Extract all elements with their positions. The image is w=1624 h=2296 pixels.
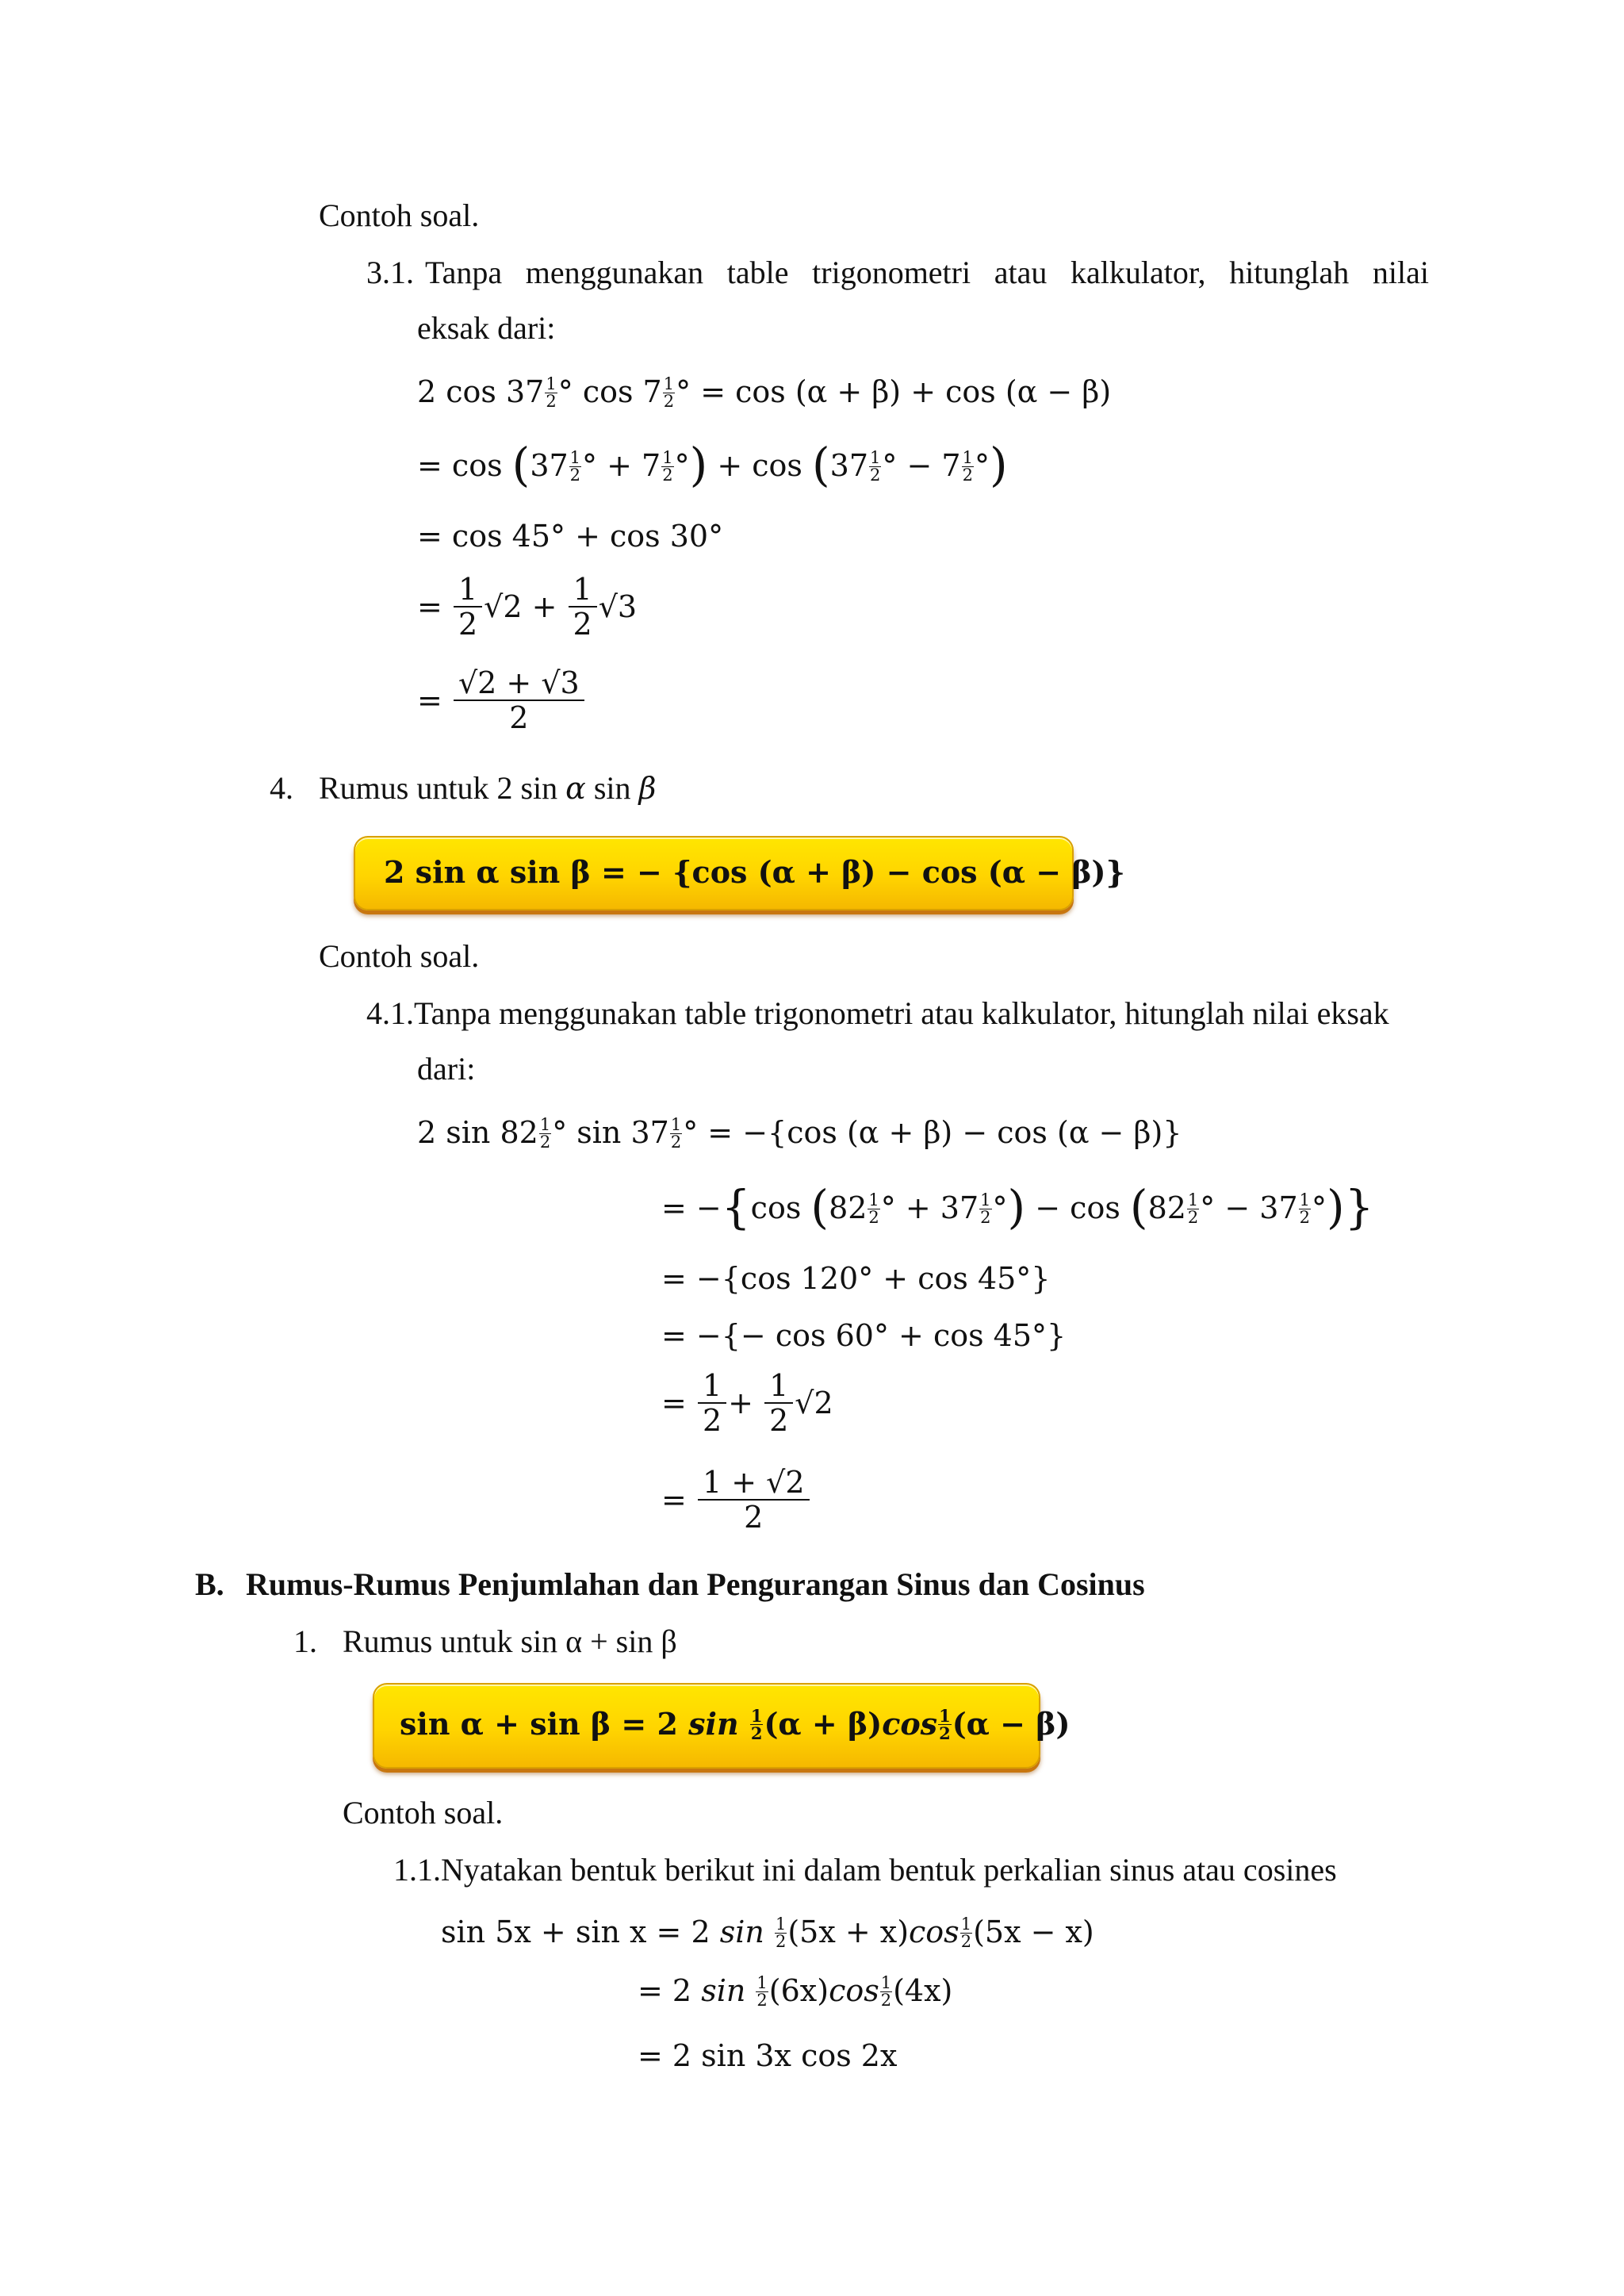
word: table (726, 255, 789, 290)
example-3-1-question-line2: eksak dari: (417, 310, 556, 346)
word: menggunakan (525, 255, 704, 290)
example-3-1-equation-1: 2 cos 37 $\frac{1}{2}$ ° cos 7 $\frac{1}{2}$ ° = cos (α + β) + cos (α − β) (417, 374, 1112, 411)
example-1-1-equation-3: = 2 sin 3x cos 2x (638, 2038, 898, 2073)
word: hitunglah (1229, 255, 1350, 290)
section-b-title: Rumus-Rumus Penjumlahan dan Pengurangan Sinus dan Cosinus (246, 1566, 1145, 1602)
word: kalkulator, (1070, 255, 1206, 290)
word: trigonometri (812, 255, 971, 290)
example-4-1-equation-2: = −{cos (82 $\frac{1}{2}$ ° + 37 $\frac{1}{2}$ °) − cos (82 $\frac{1}{2}$ ° − 37 $\frac{1}{2}$ °)} (661, 1180, 1374, 1234)
example-4-1-equation-4: = −{− cos 60° + cos 45°} (661, 1318, 1067, 1353)
example-3-1-equation-4: = $\frac{1}{2}$ √2 + $\frac{1}{2}$ √3 (417, 572, 638, 642)
example-3-1-number: 3.1. (366, 255, 414, 290)
contoh-soal-label-3: Contoh soal. (343, 1795, 504, 1830)
example-1-1-equation-2: = 2 sin $\frac{1}{2}$ (6x)cos $\frac{1}{2}$ (4x) (638, 1973, 953, 2010)
example-4-1-equation-5: = $\frac{1}{2}$ + $\frac{1}{2}$ √2 (661, 1368, 833, 1438)
example-4-1-equation-3: = −{cos 120° + cos 45°} (661, 1261, 1051, 1296)
section-b-label: B. (195, 1566, 224, 1602)
example-4-1-equation-1: 2 sin 82 $\frac{1}{2}$ ° sin 37 $\frac{1}{2}$ ° = −{cos (α + β) − cos (α − β)} (417, 1115, 1182, 1152)
example-3-1-equation-3: = cos 45° + cos 30° (417, 519, 724, 554)
example-1-1-equation-1: sin 5x + sin x = 2 sin $\frac{1}{2}$ (5x + x)cos $\frac{1}{2}$ (5x − x) (441, 1915, 1094, 1951)
item-1-title: Rumus untuk sin α + sin β (343, 1623, 677, 1659)
word: nilai (1372, 255, 1429, 290)
formula-2-sin-sin: 2 sin α sin β = − {cos (α + β) − cos (α − β)} (384, 854, 1125, 890)
item-4-title: Rumus untuk 2 sin α sin β (319, 770, 657, 806)
contoh-soal-label-1: Contoh soal. (319, 197, 480, 233)
example-1-1-question: 1.1.Nyatakan bentuk berikut ini dalam bentuk perkalian sinus atau cosines (393, 1852, 1337, 1888)
formula-box-sum-of-sines (373, 1683, 1071, 1769)
example-4-1-question-line1: 4.1.Tanpa menggunakan table trigonometri atau kalkulator, hitunglah nilai eksak (366, 995, 1389, 1031)
example-4-1-equation-6: = $\frac{1 + √2}{2}$ (661, 1467, 811, 1532)
item-4-number: 4. (270, 770, 293, 806)
word: atau (994, 255, 1048, 290)
word: Tanpa (425, 255, 503, 290)
formula-sum-of-sines: sin α + sin β = 2 sin $\frac{1}{2}$ (α + β)cos $\frac{1}{2}$ (α − β) (400, 1706, 1071, 1743)
example-3-1-question-line1 (425, 254, 1429, 292)
formula-box-2-sin-sin (354, 836, 1125, 910)
item-1-number: 1. (293, 1623, 317, 1659)
example-4-1-question-line2: dari: (417, 1051, 476, 1087)
example-3-1-equation-2: = cos (37 $\frac{1}{2}$ ° + 7 $\frac{1}{2}$ °) + cos (37 $\frac{1}{2}$ ° − 7 $\frac{1}{2}$ °) (417, 438, 1008, 492)
contoh-soal-label-2: Contoh soal. (319, 938, 480, 974)
example-3-1-equation-5: = $\frac{√2 + √3}{2}$ (417, 668, 586, 733)
